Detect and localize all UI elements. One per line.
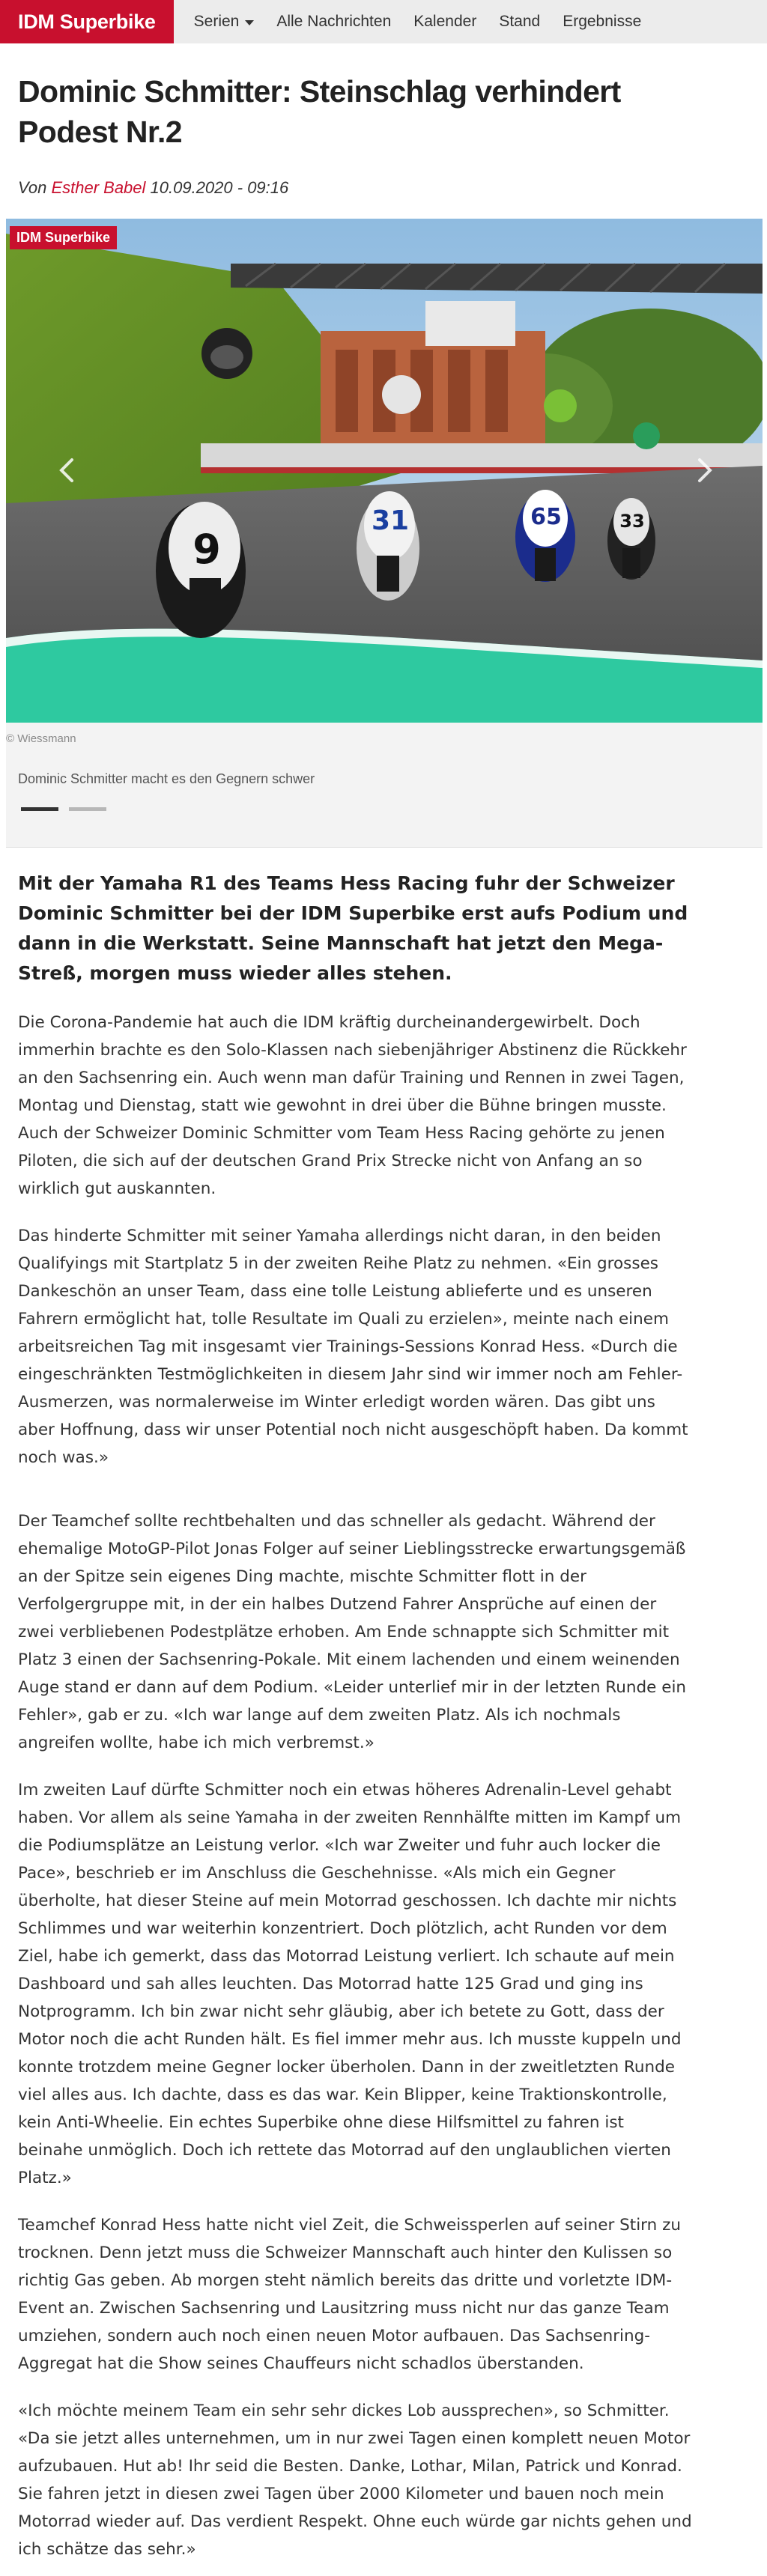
publish-date: 10.09.2020 - 09:16 [145,178,289,197]
slide-indicator-2[interactable] [69,807,106,811]
nav-item-label: Stand [499,13,541,30]
gallery-photo[interactable] [6,219,763,723]
article-body [18,869,692,2576]
byline-prefix: Von [18,178,52,197]
article-paragraph: «Ich möchte meinem Team ein sehr sehr dickes Lob aussprechen», so Schmitter. «Da sie jetzt alles unternehmen, um in nur zwei Tagen einen komplett neuen Motor aufzubauen. Hut ab! Ihr seid die Besten. Danke, Lothar, Milan, Patrick und Konrad. Sie fahren jetzt in diesen zwei Tagen über 2000 Kilometer und bauen noch mein Motorrad wieder auf. Das verdient Respekt. Ohne euch würde gar nichts gehen und ich schätze das sehr.» [18,2402,692,2559]
bike-number: 33 [619,511,645,532]
image-gallery [6,219,763,848]
photo-credit: © Wiessmann [6,732,76,745]
nav-item-ergebnisse[interactable] [563,13,641,31]
nav-item-alle-nachrichten[interactable] [276,13,391,31]
nav-item-label: Kalender [413,13,477,30]
slide-indicator-1[interactable] [21,807,58,811]
nav-item-label: Alle Nachrichten [276,13,392,30]
bike-number: 31 [371,505,410,536]
article-paragraph: Teamchef Konrad Hess hatte nicht viel Zeit, die Schweissperlen auf seiner Stirn zu trocknen. Denn jetzt muss die Schweizer Mannschaft auch hinter den Kulissen so richtig Gas geben. Ab morgen steht nämlich bereits das dritte und vorletzte IDM-Event an. Zwischen Sachsenring und Lausitzring muss nicht nur das ganze Team umziehen, sondern auch noch einen neuen Motor aufbauen. Das Sachsenring-Aggregat hat die Show seines Chauffeurs nicht schadlos überstanden. [18,2216,681,2373]
page-title: Dominic Schmitter: Steinschlag verhindert Podest Nr.2 [18,74,621,149]
top-navigation [0,0,767,43]
race-photo-illustration [6,219,763,723]
category-badge[interactable]: IDM Superbike [10,226,117,249]
byline [18,178,288,198]
nav-menu [183,13,653,31]
brand-logo[interactable]: IDM Superbike [0,0,174,43]
nav-item-kalender[interactable] [413,13,476,31]
bike-number: 9 [192,526,221,573]
bike-number: 65 [530,504,562,530]
article-paragraph: Im zweiten Lauf dürfte Schmitter noch ein etwas höheres Adrenalin-Level gehabt haben. Vor allem als seine Yamaha in der zweiten Rennhälfte mitten im Kampf um die Podiumsplätze an Leistung verlor. «Ich war Zweiter und fuhr auch locker die Pace», beschrieb er im Anschluss die Geschehnisse. «Als mich ein Gegner überholte, hat dieser Steine auf mein Motorrad geschossen. Ich dachte mir nichts Schlimmes und war weiterhin konzentriert. Doch plötzlich, acht Runden vor dem Ziel, habe ich gemerkt, dass das Motorrad Leistung verliert. Ich schaute auf mein Dashboard und sah alles leuchten. Das Motorrad hatte 125 Grad und ging ins Notprogramm. Ich bin zwar nicht sehr gläubig, aber ich betete zu Gott, dass der Motor noch die acht Runden hält. Es fiel immer mehr aus. Ich musste kuppeln und konnte trotzdem meine Gegner locker überholen. Dann in der zweitletzten Runde viel alles aus. Ich dachte, dass es das war. Kein Blipper, keine Traktionskontrolle, kein Anti-Wheelie. Ein echtes Superbike ohne diese Hilfsmittel zu fahren ist beinahe unmöglich. Doch ich rettete das Motorrad auf den unglaublichen vierten Platz.» [18,1781,682,2187]
photo-caption: Dominic Schmitter macht es den Gegnern schwer [18,771,315,786]
chevron-left-icon[interactable] [52,455,82,485]
slide-indicators [21,807,117,811]
nav-item-stand[interactable] [499,13,540,31]
article-lead: Mit der Yamaha R1 des Teams Hess Racing fuhr der Schweizer Dominic Schmitter bei der IDM Superbike erst aufs Podium und dann in die Werkstatt. Seine Mannschaft hat jetzt den Mega-Streß, morgen muss wieder alles stehen. [18,872,688,984]
chevron-down-icon [245,20,254,25]
article-paragraph: Das hinderte Schmitter mit seiner Yamaha allerdings nicht daran, in den beiden Qualifyings mit Startplatz 5 in der zweiten Reihe Platz zu nehmen. «Ein grosses Dankeschön an unser Team, dass eine tolle Leistung ablieferte und es unseren Fahrern ermöglicht hat, tolle Resultate im Quali zu erzielen», meinte nach einem arbeitsreichen Tag mit insgesamt vier Trainings-Sessions Konrad Hess. «Durch die eingeschränkten Testmöglichkeiten in diesem Jahr sind wir immer noch am Fehler-Ausmerzen, was normalerweise im Winter erledigt worden wären. Das gibt uns aber Hoffnung, dass wir unser Potential noch nicht ausgeschöpft haben. Da kommt noch was.» [18,1227,688,1467]
article-paragraph: Die Corona-Pandemie hat auch die IDM kräftig durcheinandergewirbelt. Doch immerhin brachte es den Solo-Klassen nach siebenjähriger Abstinenz die Rückkehr an den Sachsenring ein. Auch wenn man dafür Training und Rennen in zwei Tagen, Montag und Dienstag, statt wie gewohnt in drei über die Bühne bringen musste. Auch der Schweizer Dominic Schmitter vom Team Hess Racing gehörte zu jenen Piloten, die sich auf der deutschen Grand Prix Strecke nicht von Anfang an so wirklich gut auskannten. [18,1013,687,1198]
author-link[interactable]: Esther Babel [51,178,146,197]
nav-item-label: Ergebnisse [563,13,642,30]
nav-item-label: Serien [193,13,240,30]
article-paragraph: Der Teamchef sollte rechtbehalten und das schneller als gedacht. Während der ehemalige MotoGP-Pilot Jonas Folger auf seiner Lieblingsstrecke erwartungsgemäß an der Spitze sein eigenes Ding machte, mischte Schmitter flott in der Verfolgergruppe mit, in der ein halbes Dutzend Fahrer Ansprüche auf einen der zwei verbliebenen Podestplätze erhoben. Am Ende schnappte sich Schmitter mit Platz 3 einen der Sachsenring-Pokale. Mit einem lachenden und einem weinenden Auge stand er dann auf dem Podium. «Leider unterlief mir in der letzten Runde ein Fehler», gab er zu. «Ich war lange auf dem zweiten Platz. Als ich nochmals angreifen wollte, habe ich mich verbremst.» [18,1512,687,1752]
nav-item-serien[interactable] [194,13,255,31]
chevron-right-icon[interactable] [689,455,719,485]
